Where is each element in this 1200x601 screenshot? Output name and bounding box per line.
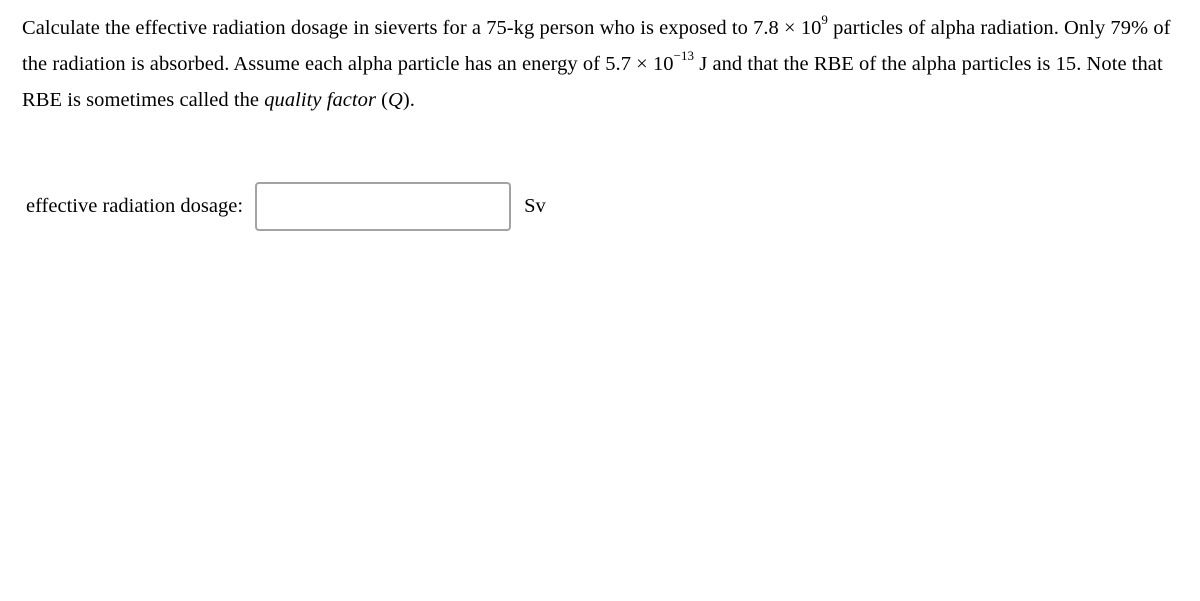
answer-row [26, 179, 546, 234]
exponent-particle-energy: −13 [673, 48, 695, 64]
question-text [22, 10, 1187, 118]
question-text-part1: Calculate the effective radiation dosage in sieverts for a 75-kg person who is exposed to 7.8 × 10 [22, 17, 822, 39]
exponent-particle-count: 9 [821, 12, 828, 28]
quality-factor-term: quality factor [264, 89, 376, 111]
answer-unit: Sv [524, 195, 546, 217]
effective-dosage-input[interactable] [255, 182, 511, 231]
question-text-part2: particles of alpha radiation. Only 79% of the radiation is absorbed. Assume each alpha particle has an energy of 5.7 × 10 [22, 17, 1171, 75]
question-text-part4: ( [375, 89, 389, 111]
quality-factor-symbol: Q [388, 89, 403, 111]
question-text-part3: J and that the RBE of the alpha particles is 15. Note that RBE is sometimes called the [22, 53, 1163, 111]
answer-label: effective radiation dosage: [26, 195, 244, 217]
question-text-part5: ). [402, 89, 415, 111]
